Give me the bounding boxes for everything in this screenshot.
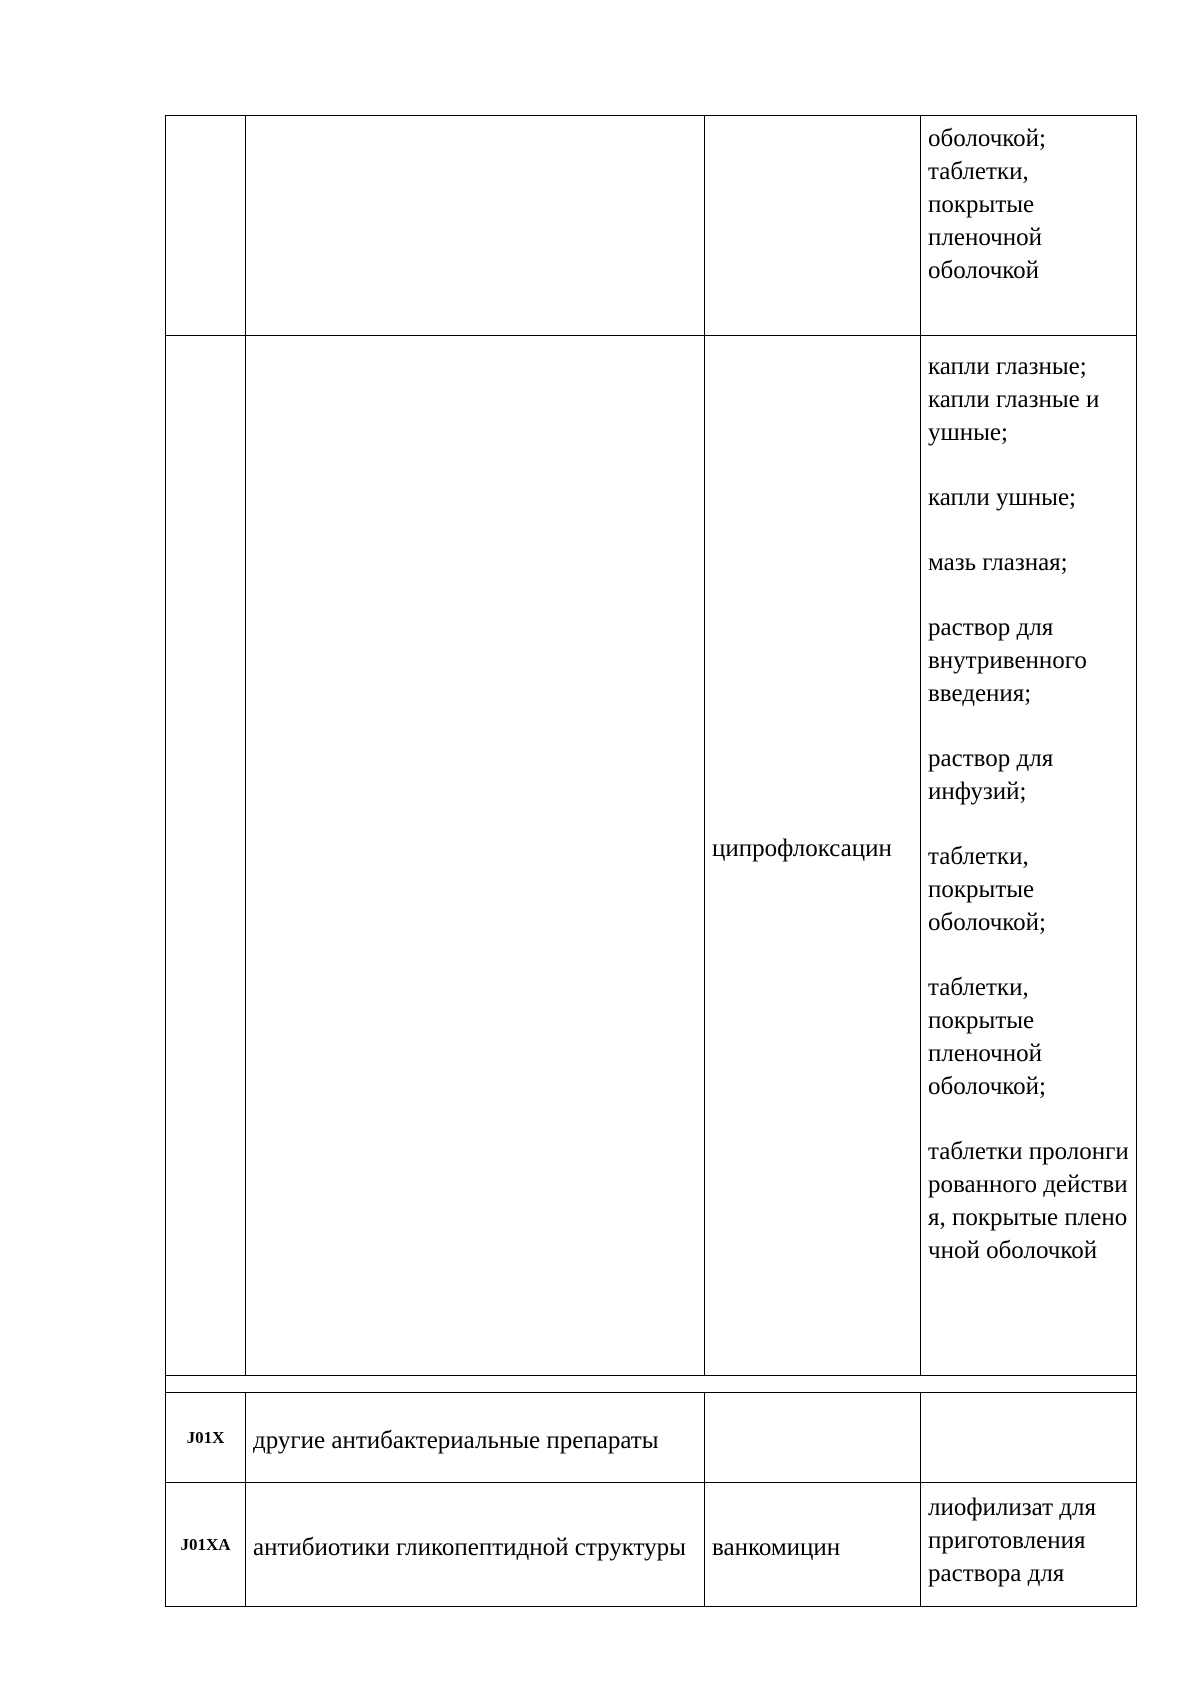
- code-cell: [166, 336, 246, 1376]
- atc-code: J01X: [166, 1393, 246, 1483]
- drug-list-table: [165, 115, 1137, 1607]
- group-name: антибиотики гликопептидной структуры: [253, 1534, 686, 1561]
- dosage-form: лиофилизат для приготовления раствора для: [928, 1494, 1096, 1587]
- atc-code: J01XA: [166, 1483, 246, 1607]
- dosage-form: капли глазные; капли глазные и ушные;: [928, 353, 1100, 446]
- table-row: [166, 336, 1137, 1376]
- table-row: [166, 1393, 1137, 1483]
- dosage-form: таблетки пролонгированного действия, покрытые пленочной оболочкой: [928, 1138, 1129, 1264]
- dosage-form: таблетки, покрытые оболочкой;: [928, 843, 1046, 936]
- spacer-cell: [166, 1376, 1137, 1393]
- group-cell: [246, 336, 705, 1376]
- dosage-form: таблетки, покрытые пленочной оболочкой;: [928, 974, 1046, 1100]
- group-cell: [246, 1483, 705, 1607]
- drug-cell: [705, 116, 921, 336]
- code-cell: [166, 116, 246, 336]
- dosage-form: капли ушные;: [928, 484, 1076, 511]
- dosage-form: раствор для инфузий;: [928, 745, 1054, 805]
- drug-name: ципрофлоксацин: [712, 835, 892, 862]
- group-cell: [246, 1393, 705, 1483]
- table-row: [166, 116, 1137, 336]
- group-cell: [246, 116, 705, 336]
- forms-cell: [921, 1393, 1137, 1483]
- dosage-form: оболочкой; таблетки, покрытые пленочной оболочкой: [928, 125, 1046, 284]
- table-spacer-row: [166, 1376, 1137, 1393]
- forms-cell: [921, 1483, 1137, 1607]
- drug-cell: [705, 336, 921, 1376]
- table-row: [166, 1483, 1137, 1607]
- group-name: другие антибактериальные препараты: [253, 1427, 659, 1454]
- drug-name: ванкомицин: [712, 1534, 841, 1561]
- drug-cell: [705, 1483, 921, 1607]
- forms-cell: [921, 336, 1137, 1376]
- dosage-form: мазь глазная;: [928, 549, 1068, 576]
- dosage-form: раствор для внутривенного введения;: [928, 614, 1087, 707]
- forms-cell: [921, 116, 1137, 336]
- drug-cell: [705, 1393, 921, 1483]
